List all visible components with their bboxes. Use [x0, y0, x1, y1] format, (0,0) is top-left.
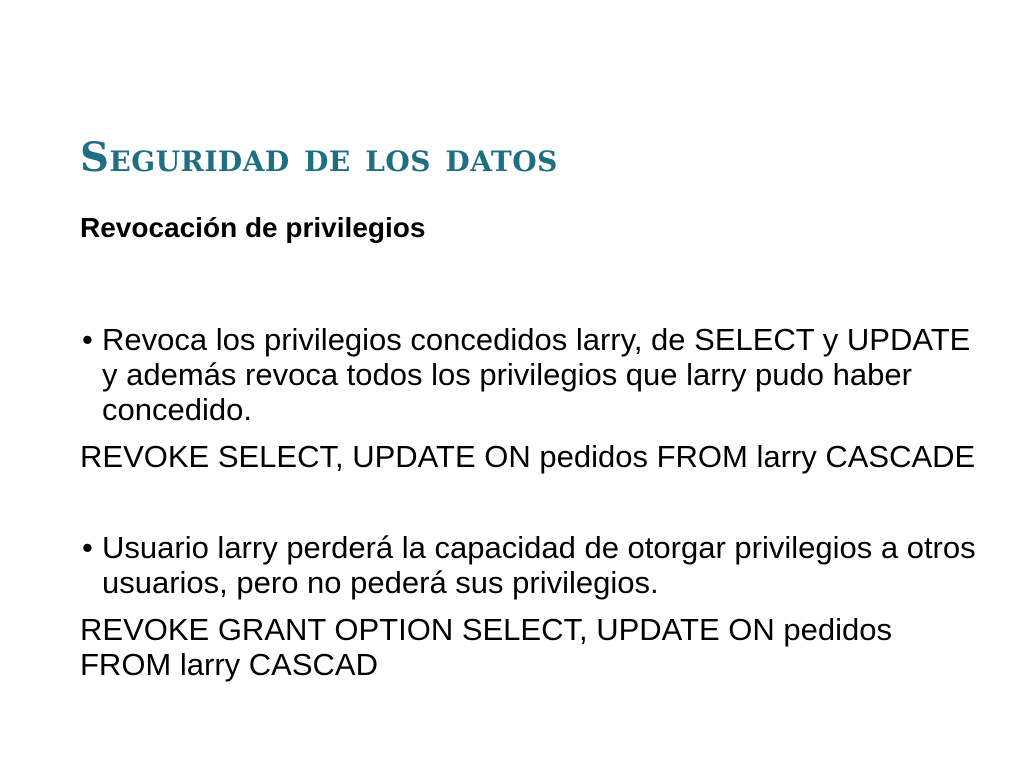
slide-title: Seguridad de los datos: [80, 134, 558, 181]
bullet-marker: •: [82, 530, 93, 565]
bullet-text: Revoca los privilegios concedidos larry, de SELECT y UPDATE y además revoca todos los privilegios que larry pudo haber concedido.: [102, 322, 971, 427]
bullet-marker: •: [82, 322, 93, 357]
slide-body: [80, 208, 980, 682]
spacer: [80, 474, 980, 530]
spacer: [80, 248, 980, 322]
bullet-item: [80, 530, 980, 600]
sql-statement: REVOKE GRANT OPTION SELECT, UPDATE ON pedidos FROM larry CASCAD: [80, 612, 892, 682]
bullet-text: Usuario larry perderá la capacidad de otorgar privilegios a otros usuarios, pero no pederá sus privilegios.: [102, 530, 976, 600]
sql-statement: REVOKE SELECT, UPDATE ON pedidos FROM larry CASCADE: [80, 439, 976, 474]
section-2: [80, 530, 980, 682]
bullet-item: [80, 322, 980, 427]
slide-subtitle: Revocación de privilegios: [80, 212, 426, 243]
section-1: [80, 322, 980, 474]
